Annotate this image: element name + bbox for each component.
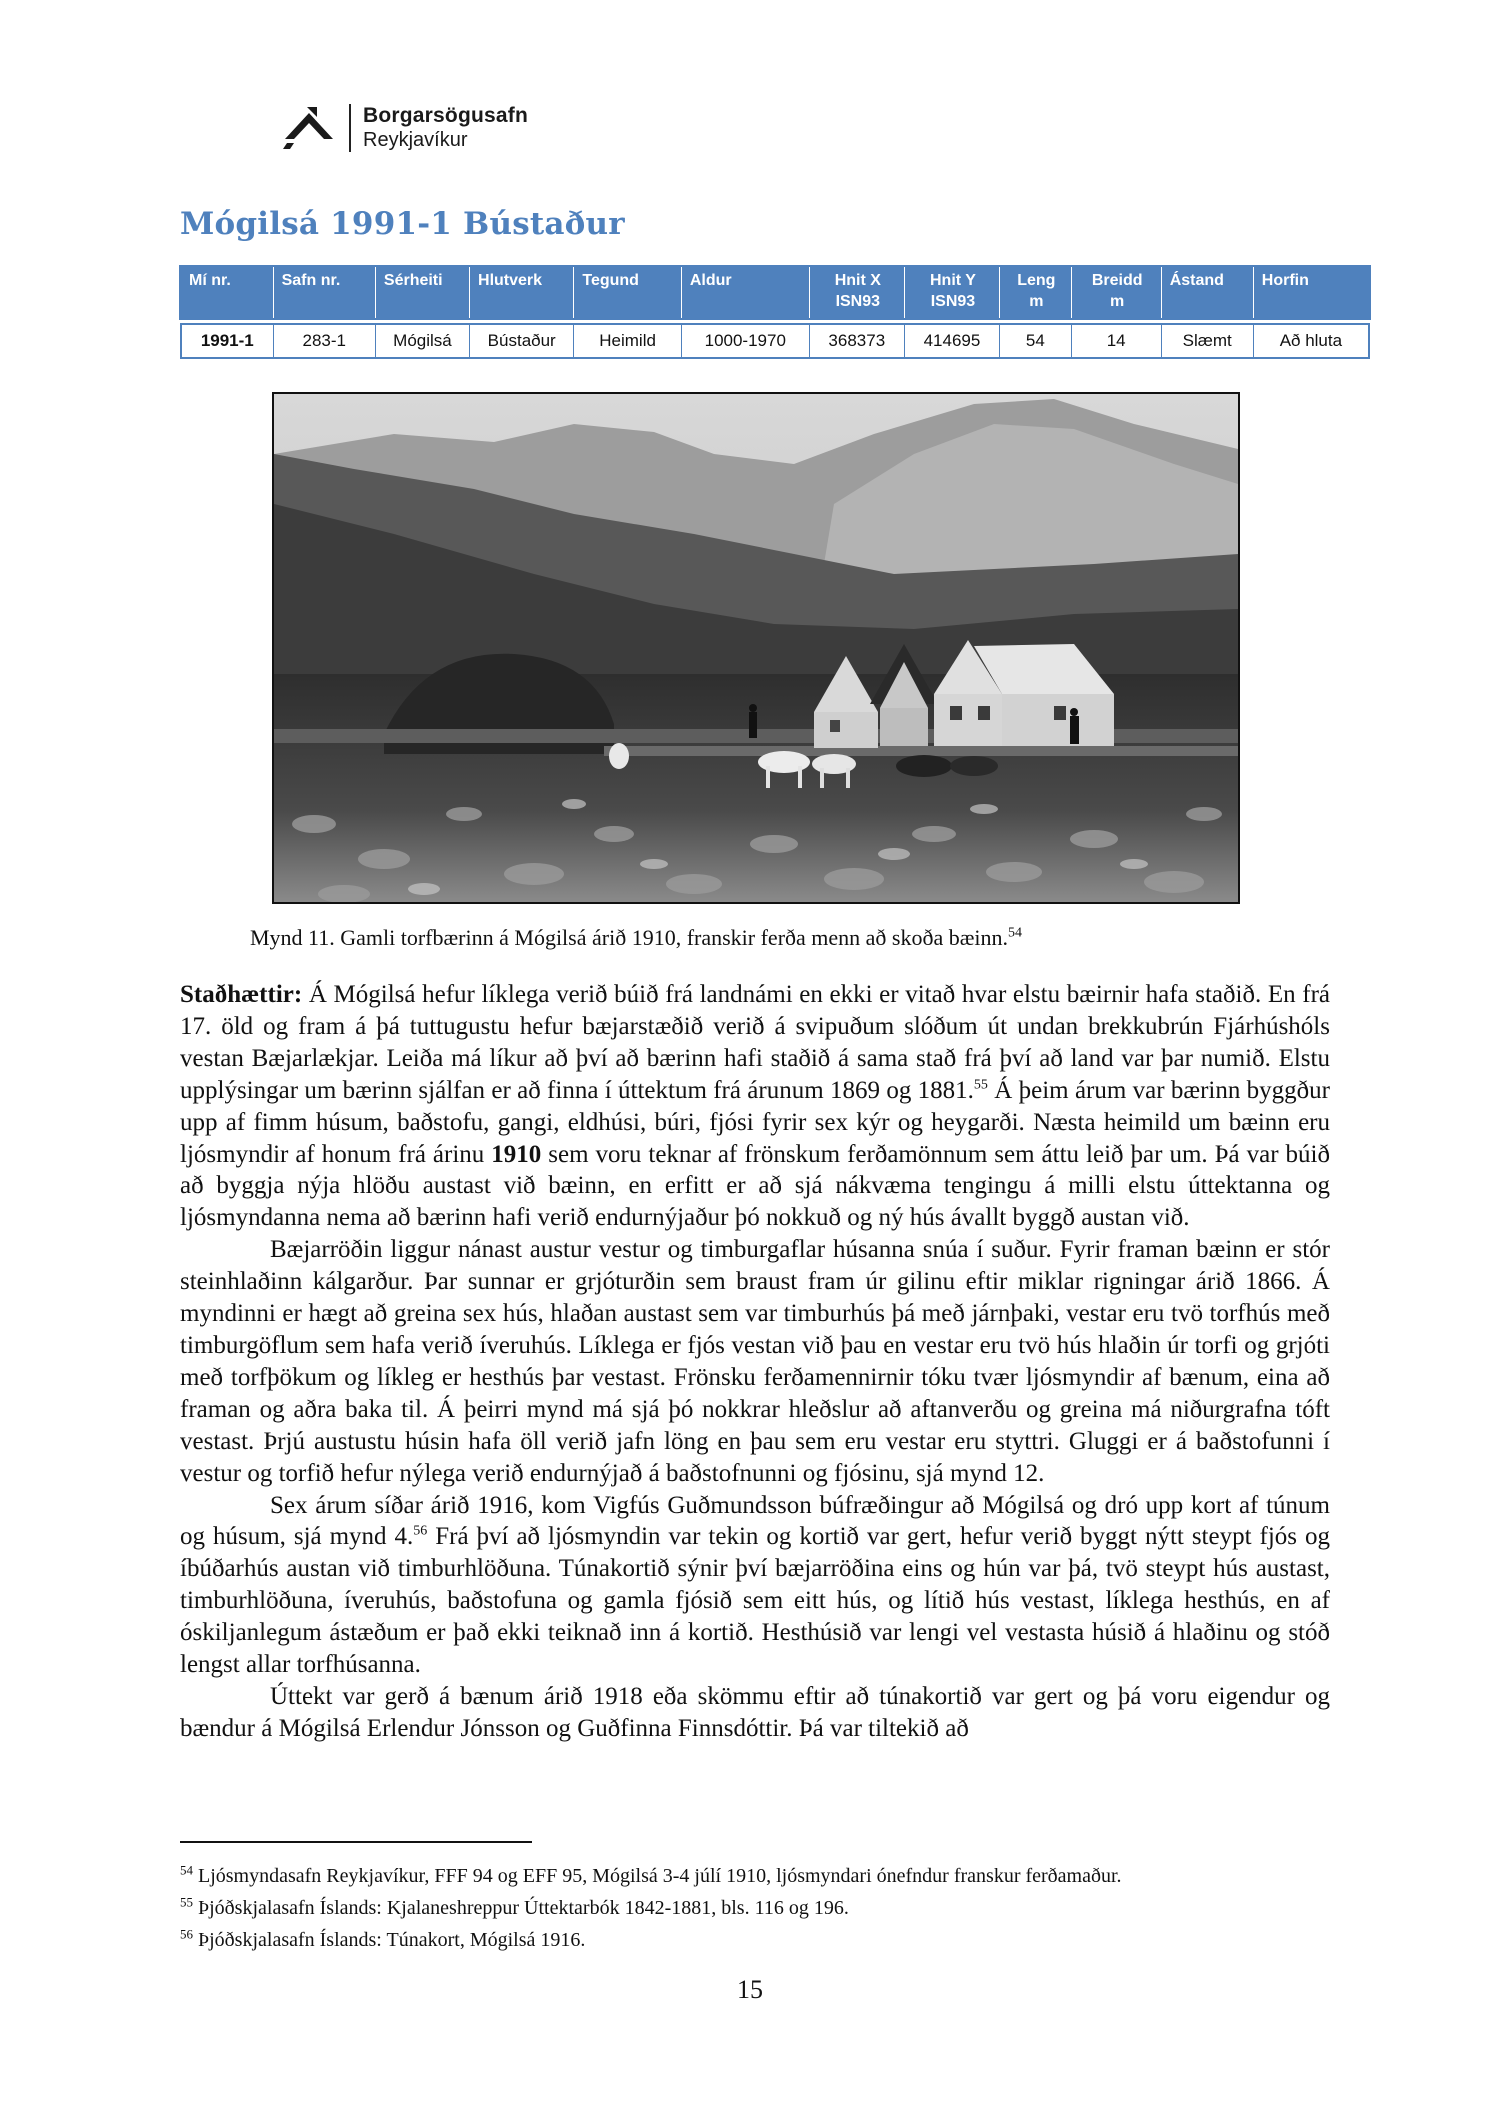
- table-cell: 414695: [904, 324, 999, 358]
- table-cell: Að hluta: [1253, 324, 1369, 358]
- page-number: 15: [737, 1975, 763, 2004]
- col-header: Hnit X ISN93: [809, 267, 904, 318]
- footnote-ref: 54: [1008, 925, 1023, 941]
- footnotes: [180, 1860, 1330, 1956]
- col-header: Safn nr.: [273, 267, 375, 318]
- col-header: Aldur: [681, 267, 809, 318]
- farm-photograph: [272, 392, 1240, 904]
- figure-caption: Mynd 11. Gamli torfbærinn á Mógilsá árið 1910, franskir ferða menn að skoða bæinn.$^{54}$: [250, 925, 1023, 950]
- table-cell: Slæmt: [1161, 324, 1253, 358]
- table-cell: 368373: [809, 324, 904, 358]
- col-header: Horfin: [1253, 267, 1369, 318]
- footnote: $^{56}$ Þjóðskjalasafn Íslands: Túnakort, Mógilsá 1916.: [180, 1926, 586, 1951]
- table-header-row: [181, 267, 1369, 318]
- logo-divider: [349, 104, 351, 152]
- col-header: Hnit Y ISN93: [904, 267, 999, 318]
- table-cell: 14: [1071, 324, 1161, 358]
- paragraph: Staðhættir: Á Mógilsá hefur líklega verið búið frá landnámi en ekki er vitað hvar elstu bæirnir hafa staðið. En frá 17. öld og fram á þá tuttugustu hefur bæjarstæðið verið á svipuðum slóðum út undan brekkubrún Fjárhúshóls vestan Bæjarlækjar. Leiða má líkur að því að bærinn hafi staðið á sama stað frá því að land var þar numið. Elstu upplýsingar um bærinn sjálfan er að finna í úttektum frá árunum 1869 og 1881.55 Á þeim árum var bærinn byggður upp af fimm húsum, baðstofu, gangi, eldhúsi, búri, fjósi fyrir sex kýr og heygarði. Næsta heimild um bæinn eru ljósmyndir af honum frá árinu 1910 sem voru teknar af frönskum ferðamönnum sem áttu leið þar um. Þá var búið að byggja nýja hlöðu austast við bæinn, en erfitt er að sjá nákvæma tengingu á milli elstu úttektanna og ljósmyndanna nema að bærinn hafi verið endurnýjaður þó nokkuð og ný hús ávallt byggð austan við.: [180, 981, 1330, 1232]
- footnote-ref: 56: [413, 1524, 428, 1540]
- table-cell: 283-1: [273, 324, 375, 358]
- site-metadata-table: [180, 267, 1370, 359]
- body-text: [180, 979, 1330, 1745]
- page-title: Mógilsá 1991-1 Bústaður: [180, 206, 625, 242]
- col-header: Hlutverk: [470, 267, 574, 318]
- table-row: [181, 324, 1369, 358]
- paragraph: Úttekt var gerð á bænum árið 1918 eða skömmu eftir að túnakortið var gert og þá voru eigendur og bændur á Mógilsá Erlendur Jónsson og Guðfinna Finnsdóttir. Þá var tiltekið að: [180, 1682, 1330, 1742]
- col-header: Breidd m: [1071, 267, 1161, 318]
- col-header: Leng m: [1000, 267, 1072, 318]
- footnote-ref: 55: [973, 1077, 988, 1093]
- col-header: Ástand: [1161, 267, 1253, 318]
- table-cell: Bústaður: [470, 324, 574, 358]
- footnote-divider: [180, 1841, 532, 1843]
- table-cell: 1000-1970: [681, 324, 809, 358]
- col-header: Sérheiti: [375, 267, 469, 318]
- logo-city: Reykjavíkur: [363, 129, 468, 151]
- footnote: $^{55}$ Þjóðskjalasafn Íslands: Kjalaneshreppur Úttektarbók 1842-1881, bls. 116 og 196.: [180, 1894, 849, 1919]
- paragraph: Sex árum síðar árið 1916, kom Vigfús Guðmundsson búfræðingur að Mógilsá og dró upp kort af túnum og húsum, sjá mynd 4.56 Frá því að ljósmyndin var tekin og kortið var gert, hefur verið byggt nýtt steypt fjós og íbúðarhús austan við timburhlöðuna. Túnakortið sýnir því bæjarröðina eins og hún var þá, tvö steypt hús austast, timburhlöðuna, íveruhús, baðstofuna og gamla fjósið sem eitt hús, og lítið hús vestast, líklega hesthús, en af óskiljanlegum ástæðum er það ekki teiknað inn á kortið. Hesthúsið var lengi vel vestasta húsið á hlaðinu og stóð lengst allar torfhúsanna.: [180, 1491, 1330, 1679]
- logo-name: Borgarsögusafn: [363, 104, 528, 127]
- table-cell: 1991-1: [181, 324, 273, 358]
- col-header: Mí nr.: [181, 267, 273, 318]
- footnote: $^{54}$ Ljósmyndasafn Reykjavíkur, FFF 94 og EFF 95, Mógilsá 3-4 júlí 1910, ljósmyndari ónefndur franskur ferðamaður.: [180, 1862, 1122, 1887]
- museum-logo: [283, 104, 528, 152]
- table-cell: Mógilsá: [375, 324, 469, 358]
- roof-chevron-icon: [283, 105, 335, 151]
- paragraph: Bæjarröðin liggur nánast austur vestur og timburgaflar húsanna snúa í suður. Fyrir framan bæinn er stór steinhlaðinn kálgarður. Þar sunnar er grjóturðin sem braust fram úr gilinu eftir miklar rigningar árið 1866. Á myndinni er hægt að greina sex hús, hlaðan austast sem var timburhús þá með járnþaki, vestar eru tvö torfhús með timburgöflum sem hafa verið íveruhús. Líklega er fjós vestan við þau en vestar eru tvö hús hlaðin úr torfi og grjóti með torfþökum og líkleg er hesthús þar vestast. Frönsku ferðamennirnir tóku tvær ljósmyndir af bænum, eina að framan og aðra baka til. Á þeirri mynd má sjá þó nokkrar hleðslur að aftanverðu og greina má niðurgrafna tóft vestast. Þrjú austustu húsin hafa öll verið jafn löng en þau sem eru vestar eru styttri. Gluggi er á baðstofunni í vestur og torfið hefur nýlega verið endurnýjað á baðstofnunni og fjósinu, sjá mynd 12.: [180, 1236, 1330, 1487]
- table-cell: Heimild: [574, 324, 681, 358]
- col-header: Tegund: [574, 267, 681, 318]
- table-cell: 54: [1000, 324, 1072, 358]
